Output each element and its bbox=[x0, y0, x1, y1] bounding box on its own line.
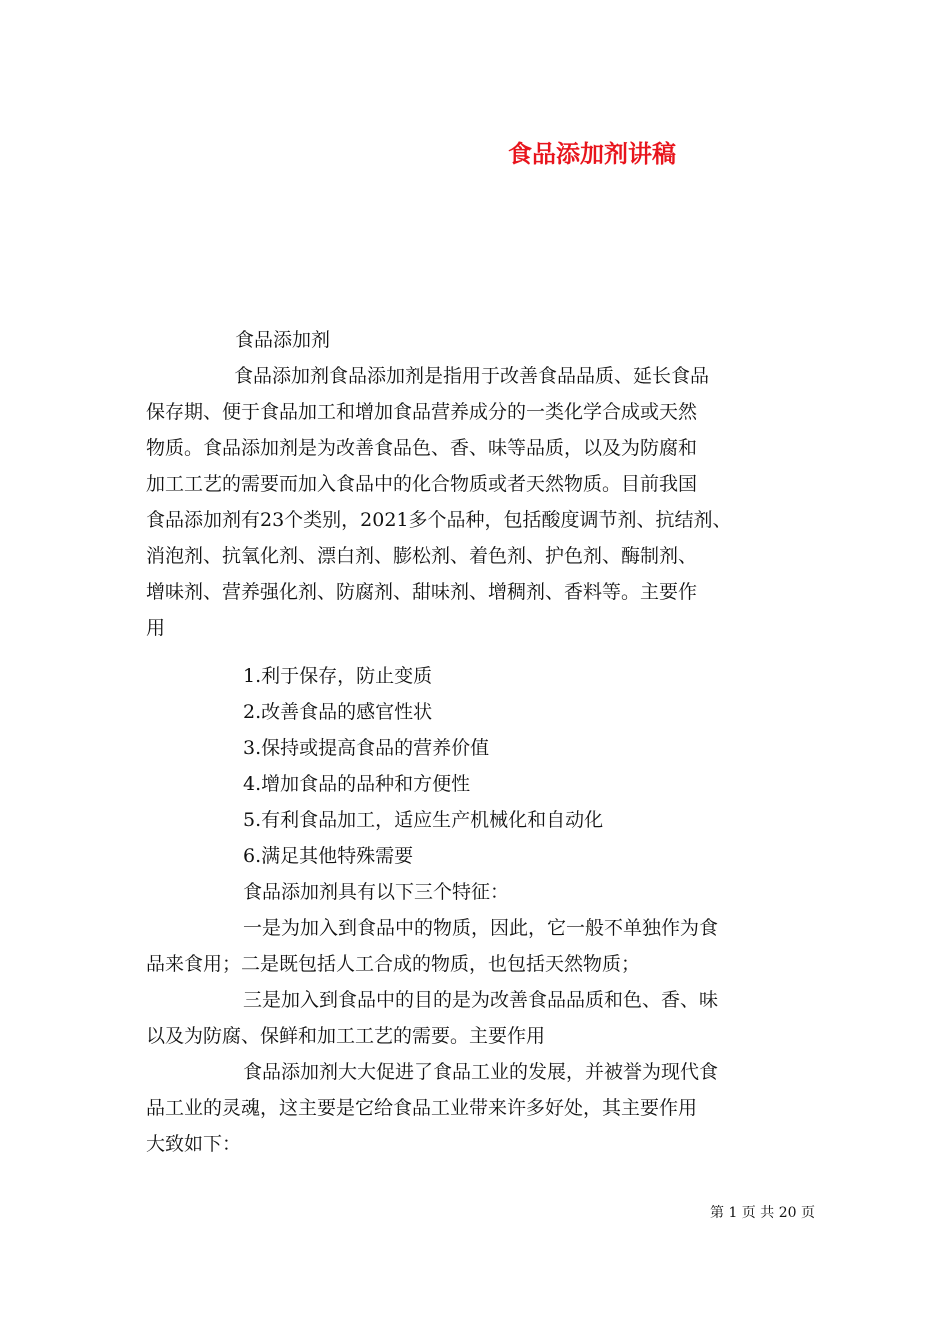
paragraph-line: 保存期、便于食品加工和增加食品营养成分的一类化学合成或天然 bbox=[146, 401, 698, 423]
list-item: 4.增加食品的品种和方便性 bbox=[243, 773, 471, 795]
page-number-footer: 第 1 页 共 20 页 bbox=[710, 1205, 815, 1221]
list-item: 1.利于保存，防止变质 bbox=[243, 665, 433, 687]
paragraph-line: 品来食用；二是既包括人工合成的物质，也包括天然物质； bbox=[146, 953, 641, 975]
document-title: 食品添加剂讲稿 bbox=[508, 140, 676, 168]
paragraph-line: 食品添加剂大大促进了食品工业的发展，并被誉为现代食 bbox=[243, 1061, 719, 1083]
paragraph-line: 用 bbox=[146, 617, 166, 639]
intro-paragraph bbox=[146, 358, 810, 646]
paragraph-line: 增味剂、营养强化剂、防腐剂、甜味剂、增稠剂、香料等。主要作 bbox=[146, 581, 698, 603]
paragraph-line: 消泡剂、抗氧化剂、漂白剂、膨松剂、着色剂、护色剂、酶制剂、 bbox=[146, 545, 698, 567]
section-heading: 食品添加剂 bbox=[235, 329, 331, 351]
feature-paragraph-3 bbox=[146, 982, 810, 1054]
closing-paragraph bbox=[146, 1054, 810, 1162]
feature-paragraph-1 bbox=[146, 910, 810, 982]
paragraph-line: 大致如下： bbox=[146, 1133, 242, 1155]
list-item: 2.改善食品的感官性状 bbox=[243, 701, 433, 723]
paragraph-line: 一是为加入到食品中的物质，因此，它一般不单独作为食 bbox=[243, 917, 719, 939]
paragraph-line: 三是加入到食品中的目的是为改善食品品质和色、香、味 bbox=[243, 989, 719, 1011]
paragraph-line: 食品添加剂食品添加剂是指用于改善食品品质、延长食品 bbox=[234, 365, 710, 387]
list-item: 3.保持或提高食品的营养价值 bbox=[243, 737, 490, 759]
features-heading: 食品添加剂具有以下三个特征： bbox=[243, 881, 510, 903]
list-item: 5.有利食品加工，适应生产机械化和自动化 bbox=[243, 809, 604, 831]
paragraph-line: 物质。食品添加剂是为改善食品色、香、味等品质，以及为防腐和 bbox=[146, 437, 698, 459]
paragraph-line: 品工业的灵魂，这主要是它给食品工业带来许多好处，其主要作用 bbox=[146, 1097, 698, 1119]
list-item: 6.满足其他特殊需要 bbox=[243, 845, 414, 867]
paragraph-line: 食品添加剂有23个类别，2021多个品种，包括酸度调节剂、抗结剂、 bbox=[146, 509, 732, 531]
paragraph-line: 加工工艺的需要而加入食品中的化合物质或者天然物质。目前我国 bbox=[146, 473, 698, 495]
paragraph-line: 以及为防腐、保鲜和加工工艺的需要。主要作用 bbox=[146, 1025, 546, 1047]
